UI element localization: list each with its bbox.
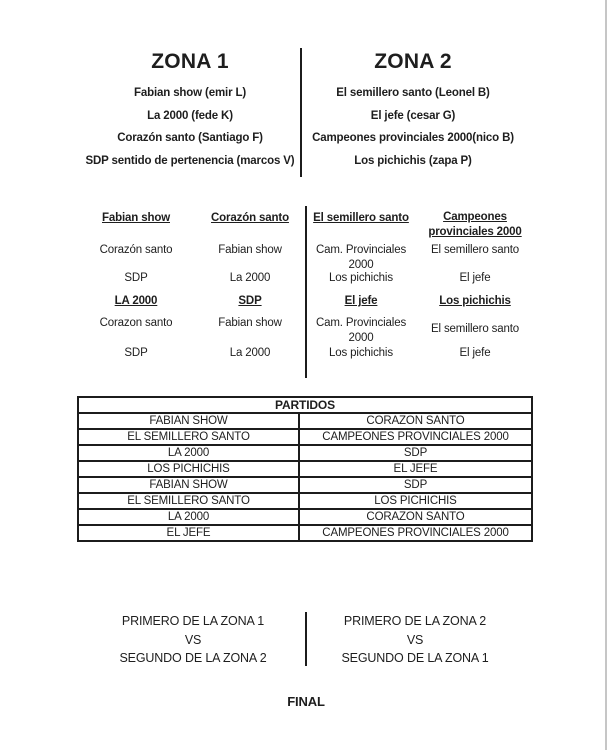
match-away: CORAZON SANTO [299, 413, 532, 429]
zone-2-team: Los pichichis (zapa P) [354, 154, 472, 167]
semifinal-line: SEGUNDO DE LA ZONA 1 [341, 651, 489, 666]
zone-2-team: Campeones provinciales 2000(nico B) [312, 132, 514, 145]
match-home: EL JEFE [78, 525, 299, 541]
vs-label: VS [406, 632, 424, 647]
match-home: LA 2000 [78, 509, 299, 525]
table-row [78, 429, 532, 445]
match-away: LOS PICHICHIS [299, 493, 532, 509]
zone-2-section [258, 46, 568, 172]
semifinal-2-block [265, 612, 565, 668]
zone-1-team: Fabian show (emir L) [133, 87, 246, 99]
match-home: LOS PICHICHIS [78, 461, 299, 477]
semifinal-line: PRIMERO DE LA ZONA 2 [343, 614, 487, 628]
fixture-group-header: Fabian show [102, 212, 170, 224]
table-row [78, 477, 532, 493]
table-row [78, 525, 532, 541]
zone-1-team: La 2000 (fede K) [147, 109, 233, 122]
fixture-group-header [400, 210, 550, 239]
vs-label: VS [184, 632, 202, 647]
page-edge-shadow [605, 0, 607, 750]
match-home: EL SEMILLERO SANTO [78, 493, 299, 509]
zone-2-team: El jefe (cesar G) [370, 109, 456, 122]
table-row [78, 413, 532, 429]
partidos-title: PARTIDOS [78, 397, 532, 413]
table-row [78, 461, 532, 477]
fixture-group-header-text: Campeones provinciales 2000 [428, 211, 522, 238]
fixture-opponent: El jefe [459, 272, 491, 284]
fixture-group-header: El semillero santo [313, 212, 409, 224]
match-away: SDP [299, 445, 532, 461]
fixture-opponent: El jefe [459, 347, 491, 359]
match-home: FABIAN SHOW [78, 413, 299, 429]
table-row [78, 509, 532, 525]
fixtures-column-campeones-provinciales [400, 205, 550, 380]
fixture-group-header: Los pichichis [439, 295, 511, 307]
zone-1-team: SDP sentido de pertenencia (marcos V) [85, 154, 295, 167]
table-row [78, 493, 532, 509]
fixture-opponent: Corazón santo [99, 244, 173, 256]
zone-2-title: ZONA 2 [374, 50, 452, 73]
partidos-header-row [78, 397, 532, 413]
partidos-table [77, 396, 533, 542]
zone-1-team: Corazón santo (Santiago F) [117, 132, 263, 145]
fixture-group-header: El jefe [344, 295, 378, 307]
match-home: LA 2000 [78, 445, 299, 461]
table-row [78, 445, 532, 461]
fixture-opponent: La 2000 [229, 272, 271, 284]
match-away: CAMPEONES PROVINCIALES 2000 [299, 525, 532, 541]
match-away: SDP [299, 477, 532, 493]
fixture-opponent: Los pichichis [329, 347, 393, 359]
fixture-opponent: SDP [124, 347, 148, 359]
fixture-group-header: LA 2000 [114, 295, 158, 307]
fixture-opponent: Fabian show [218, 317, 282, 329]
final-label: FINAL [287, 694, 325, 709]
fixture-opponent: El semillero santo [430, 323, 520, 335]
fixture-opponent-text: Cam. Provinciales 2000 [315, 317, 407, 344]
match-away: CORAZON SANTO [299, 509, 532, 525]
match-home: EL SEMILLERO SANTO [78, 429, 299, 445]
zone-1-title: ZONA 1 [151, 50, 229, 73]
semifinal-line: SEGUNDO DE LA ZONA 2 [119, 651, 267, 666]
zone-2-team: El semillero santo (Leonel B) [336, 87, 490, 99]
fixture-opponent: Corazon santo [99, 317, 173, 329]
fixture-opponent: La 2000 [229, 347, 271, 359]
fixture-opponent-text: Cam. Provinciales 2000 [315, 244, 407, 271]
fixture-opponent: Fabian show [218, 244, 282, 256]
match-away: EL JEFE [299, 461, 532, 477]
fixture-opponent: SDP [124, 272, 148, 284]
fixture-group-header: Corazón santo [211, 212, 289, 224]
fixture-group-header: SDP [238, 295, 262, 307]
fixture-opponent: Los pichichis [329, 272, 393, 284]
fixture-opponent: El semillero santo [430, 244, 520, 256]
semifinal-line: PRIMERO DE LA ZONA 1 [121, 614, 265, 628]
match-away: CAMPEONES PROVINCIALES 2000 [299, 429, 532, 445]
match-home: FABIAN SHOW [78, 477, 299, 493]
